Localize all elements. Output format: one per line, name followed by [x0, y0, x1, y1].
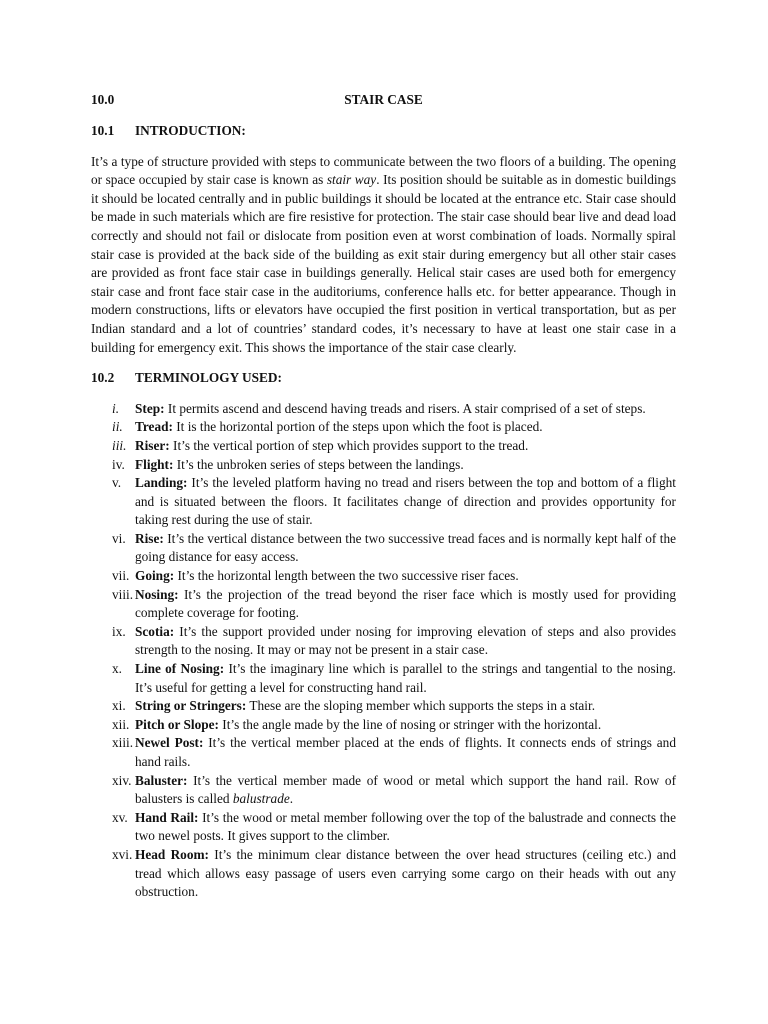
- term-text: It’s the projection of the tread beyond the riser face which is mostly used for providing complete coverage for footing.: [135, 586, 676, 621]
- term-name: Flight:: [135, 456, 174, 472]
- term-text: It permits ascend and descend having treads and risers. A stair comprised of a set of steps.: [164, 400, 646, 416]
- term-number: xiv.: [112, 772, 132, 788]
- term-text: It’s the vertical member made of wood or metal which support the hand rail. Row of balusters is called: [135, 772, 676, 807]
- term-number: ii.: [112, 419, 123, 435]
- term-text: It’s the vertical distance between the two successive tread faces and is normally kept half of the going distance for easy access.: [135, 530, 676, 565]
- term-list-item: [91, 697, 676, 716]
- term-name: Tread:: [135, 419, 173, 435]
- term-definition: [134, 400, 676, 419]
- chapter-heading: [91, 91, 676, 110]
- term-text: It’s the support provided under nosing for improving elevation of steps and also provides strength to the nosing. It may or may not be present in a stair case.: [135, 623, 676, 658]
- term-number: i.: [112, 400, 120, 416]
- introduction-paragraph: [91, 153, 676, 358]
- term-list-item: [91, 716, 676, 735]
- term-list-item: [91, 418, 676, 437]
- term-number: xi.: [112, 698, 126, 714]
- term-text: It is the horizontal portion of the steps upon which the foot is placed.: [172, 419, 543, 435]
- term-list-item: [91, 530, 676, 567]
- term-definition: [134, 846, 676, 902]
- term-list-item: [91, 623, 676, 660]
- term-name: Pitch or Slope:: [135, 716, 219, 732]
- term-number: ix.: [112, 623, 126, 639]
- term-list-item: [91, 846, 676, 902]
- term-definition: [134, 772, 676, 809]
- term-text: It’s the unbroken series of steps between the landings.: [173, 456, 464, 472]
- term-list-item: [91, 456, 676, 475]
- term-text: It’s the minimum clear distance between the over head structures (ceiling etc.) and tread which allows easy passage of users even carrying some cargo on their heads with out any obstruction.: [135, 846, 676, 900]
- term-definition: [134, 697, 676, 716]
- term-text: It’s the vertical portion of step which provides support to the tread.: [169, 437, 529, 453]
- term-text: It’s the angle made by the line of nosing or stringer with the horizontal.: [218, 716, 602, 732]
- term-definition: [134, 660, 676, 697]
- term-name: Riser:: [135, 437, 170, 453]
- term-definition: [134, 418, 676, 437]
- chapter-title: STAIR CASE: [344, 92, 423, 107]
- term-emphasis: balustrade: [232, 791, 290, 807]
- term-text: It’s the wood or metal member following over the top of the balustrade and connects the two newel posts. It gives support to the climber.: [135, 809, 676, 844]
- term-list-item: [91, 400, 676, 419]
- term-list-item: [91, 660, 676, 697]
- term-text: It’s the horizontal length between the two successive riser faces.: [174, 568, 519, 584]
- term-text: These are the sloping member which supports the steps in a stair.: [246, 698, 596, 714]
- term-definition: [134, 809, 676, 846]
- term-number: vi.: [112, 530, 126, 546]
- term-list-item: [91, 809, 676, 846]
- section-heading-introduction: [91, 122, 676, 141]
- term-definition: [134, 437, 676, 456]
- term-number: xii.: [112, 716, 130, 732]
- term-name: Head Room:: [135, 846, 209, 862]
- term-definition: [134, 567, 676, 586]
- term-text-tail: .: [289, 791, 294, 807]
- term-definition: [134, 456, 676, 475]
- term-text: It’s the vertical member placed at the ends of flights. It connects ends of strings and hand rails.: [135, 735, 676, 769]
- term-definition: [134, 474, 676, 530]
- terminology-list: [91, 400, 676, 902]
- term-number: xv.: [112, 809, 128, 825]
- document-page: [91, 86, 676, 902]
- term-number: x.: [112, 661, 122, 677]
- term-name: Step:: [135, 400, 165, 416]
- section-number: 10.1: [91, 123, 115, 138]
- term-number: xiii.: [112, 735, 134, 751]
- term-list-item: [91, 734, 676, 771]
- term-name: Rise:: [135, 530, 164, 546]
- term-number: v.: [112, 475, 122, 491]
- term-name: Line of Nosing:: [135, 661, 225, 677]
- section-title: TERMINOLOGY USED:: [135, 370, 282, 386]
- term-number: iv.: [112, 456, 125, 472]
- term-number: vii.: [112, 568, 130, 584]
- term-name: Hand Rail:: [135, 809, 199, 825]
- term-name: Landing:: [135, 475, 188, 491]
- term-name: String or Stringers:: [135, 698, 247, 714]
- chapter-number: 10.0: [91, 92, 115, 107]
- term-definition: [134, 530, 676, 567]
- term-number: viii.: [112, 586, 134, 602]
- term-name: Newel Post:: [135, 735, 204, 751]
- term-definition: [134, 734, 676, 771]
- term-list-item: [91, 437, 676, 456]
- term-list-item: [91, 474, 676, 530]
- term-definition: [134, 623, 676, 660]
- term-list-item: [91, 772, 676, 809]
- intro-text-end: . Its position should be suitable as in domestic buildings it should be located centrally and in public buildings it should be located at the entrance etc. Stair case should be made in such materials which are fire resistive for protection. The stair case should bear live and dead load correctly and should not fail or dislocate from position even at worst combination of loads. Normally spiral stair case is provided at the back side of the building as exit stair during emergency but all other stair cases are provided as front face stair case in buildings generally. Helical stair cases are used both for emergency stair case and front face stair case in the auditoriums, conference halls etc. for better appearance. Though in modern constructions, lifts or elevators have occupied the first position in vertical transportation, but as per Indian standard and a lot of countries’ standard codes, it’s necessary to have at least one stair case in a building for emergency exit. This shows the importance of the stair case clearly.: [91, 172, 677, 355]
- term-text: It’s the leveled platform having no tread and risers between the top and bottom of a flight and is situated between the floors. It facilitates change of direction and provides opportunity for taking rest during the use of stair.: [135, 475, 676, 528]
- term-name: Baluster:: [135, 772, 188, 788]
- term-text: It’s the imaginary line which is parallel to the strings and tangential to the nosing. It’s useful for getting a level for constructing hand rail.: [135, 661, 676, 695]
- term-definition: [134, 716, 676, 735]
- term-list-item: [91, 586, 676, 623]
- section-title: INTRODUCTION:: [135, 123, 246, 138]
- term-name: Going:: [135, 568, 175, 584]
- term-name: Nosing:: [135, 586, 179, 602]
- term-definition: [134, 586, 676, 623]
- term-name: Scotia:: [135, 623, 175, 639]
- intro-emphasis-stair-way: stair way: [326, 172, 377, 188]
- term-list-item: [91, 567, 676, 586]
- term-number: iii.: [112, 437, 127, 453]
- section-heading-terminology: [91, 369, 676, 388]
- term-number: xvi.: [112, 846, 133, 862]
- section-number: 10.2: [91, 370, 115, 386]
- intro-text-start: It’s a type of structure provided with steps to communicate between the two floors of a building. The opening or space occupied by stair case is known as: [91, 153, 676, 188]
